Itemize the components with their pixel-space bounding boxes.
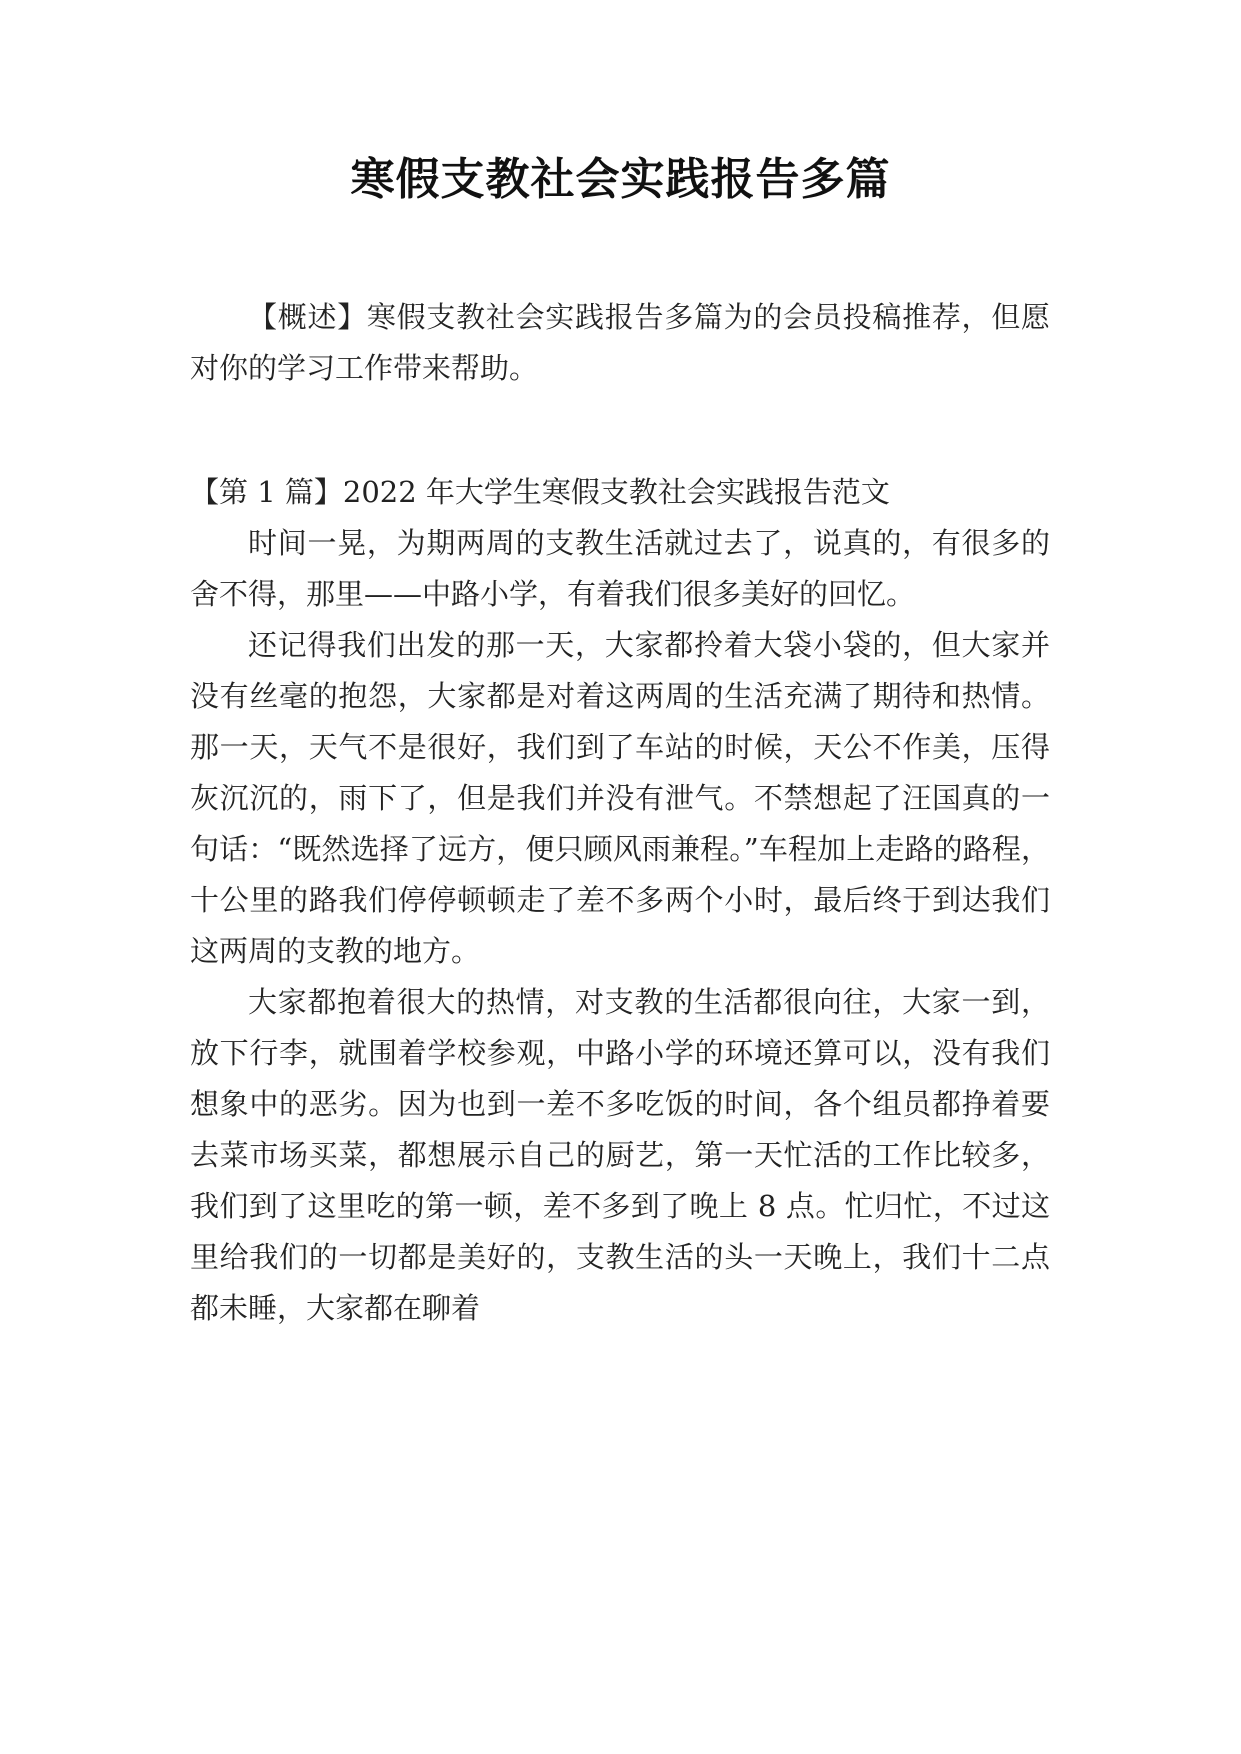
summary-paragraph: 【概述】寒假支教社会实践报告多篇为的会员投稿推荐，但愿对你的学习工作带来帮助。 [190,300,1050,385]
article-paragraph: 还记得我们出发的那一天，大家都拎着大袋小袋的，但大家并没有丝毫的抱怨，大家都是对着这两周的生活充满了期待和热情。那一天，天气不是很好，我们到了车站的时候，天公不作美，压得灰沉沉的，雨下了，但是我们并没有泄气。不禁想起了汪国真的一句话：“既然选择了远方，便只顾风雨兼程。”车程加上走路的路程，十公里的路我们停停顿顿走了差不多两个小时，最后终于到达我们这两周的支教的地方。 [190,628,1050,968]
document-title: 寒假支教社会实践报告多篇 [350,154,891,205]
article-body [190,518,1050,1334]
article-paragraph: 时间一晃，为期两周的支教生活就过去了，说真的，有很多的舍不得，那里——中路小学，有着我们很多美好的回忆。 [190,526,1050,611]
article-paragraph: 大家都抱着很大的热情，对支教的生活都很向往，大家一到，放下行李，就围着学校参观，中路小学的环境还算可以，没有我们想象中的恶劣。因为也到一差不多吃饭的时间，各个组员都挣着要去菜市场买菜，都想展示自己的厨艺，第一天忙活的工作比较多，我们到了这里吃的第一顿，差不多到了晚上 8 点。忙归忙，不过这里给我们的一切都是美好的，支教生活的头一天晚上，我们十二点都未睡，大家都在聊着 [190,985,1050,1325]
summary-block [190,292,1050,394]
section-heading: 【第 1 篇】2022 年大学生寒假支教社会实践报告范文 [190,475,890,509]
